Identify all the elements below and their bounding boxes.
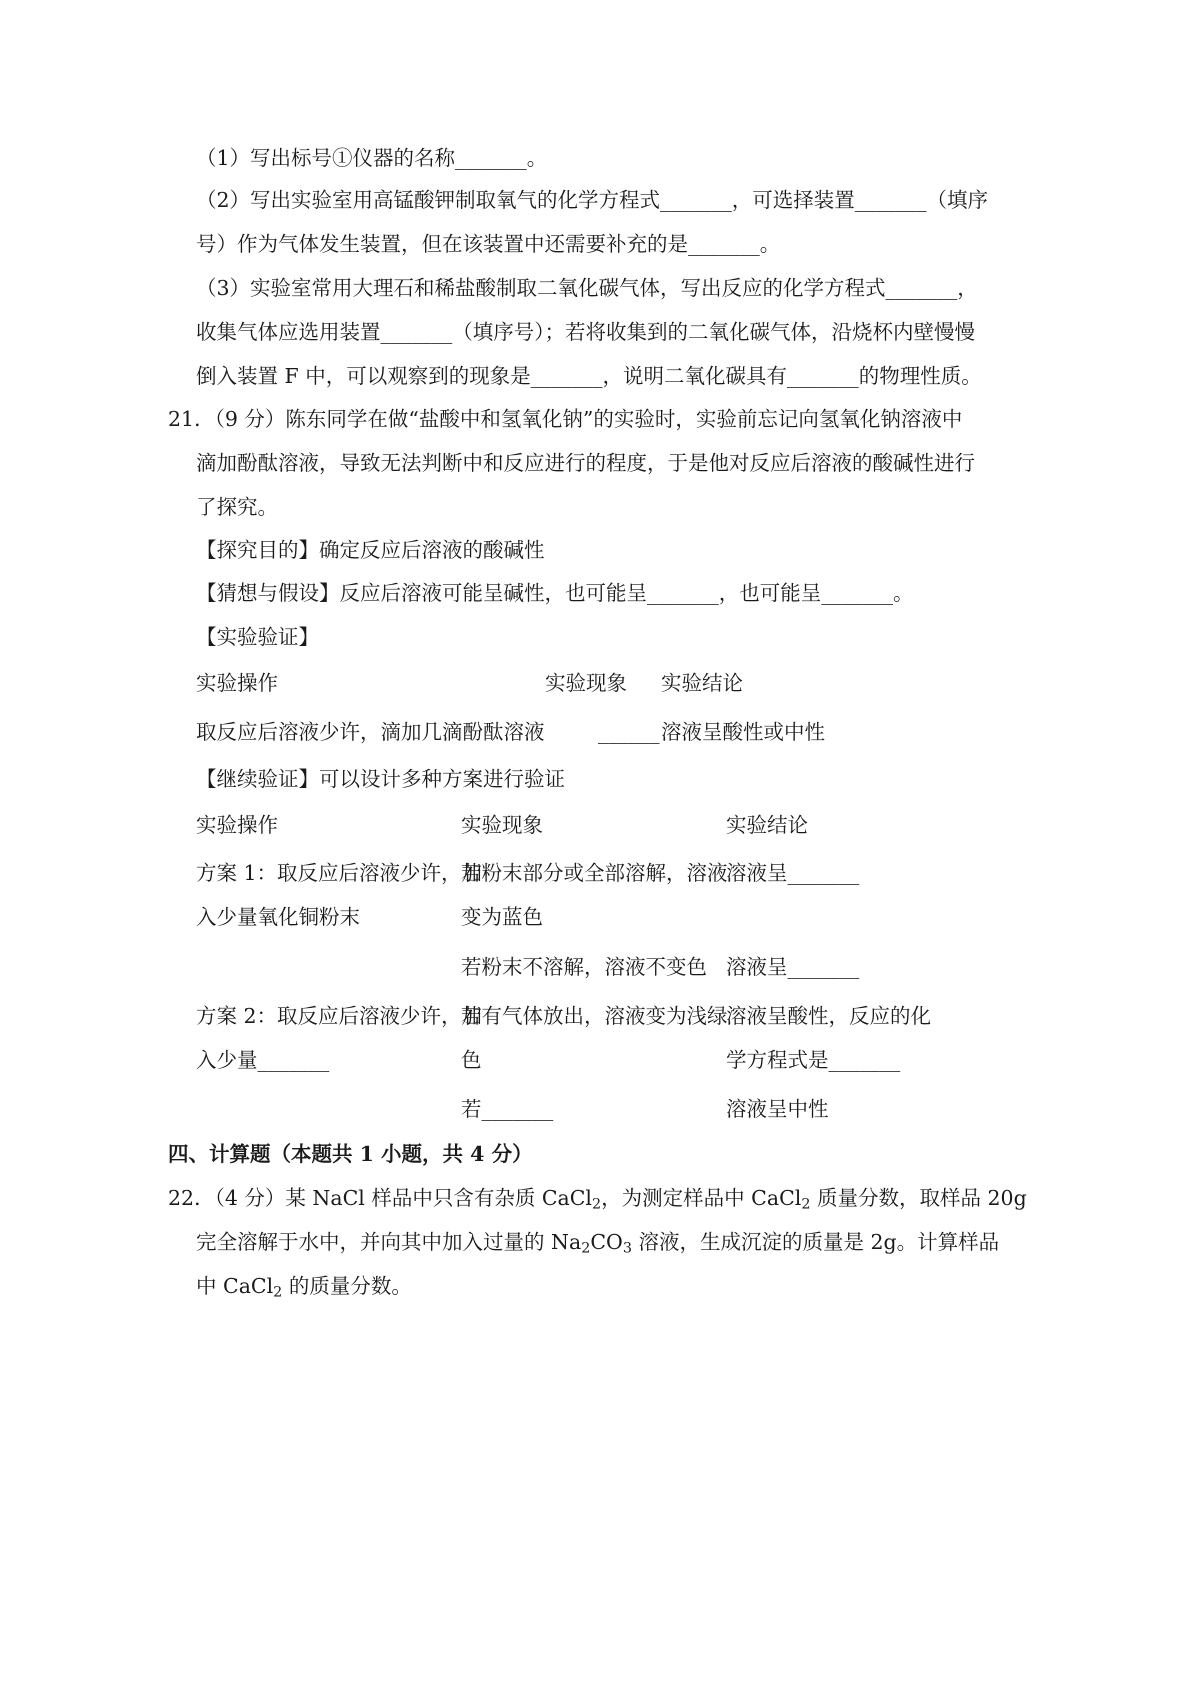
plan2-operation-line2: 入少量_______ [196,1048,330,1072]
q20-part2-line2: 号）作为气体发生装置，但在该装置中还需要补充的是_______。 [196,232,781,256]
q22-line2-a: 完全溶解于水中，并向其中加入过量的 Na [196,1230,582,1254]
plan1-conclusion1: 溶液呈_______ [726,861,860,885]
table2-header-phenomenon: 实验现象 [461,813,543,837]
q21-hypothesis: 【猜想与假设】反应后溶液可能呈碱性，也可能呈_______，也可能呈_______。 [196,581,914,605]
table1-conclusion: 溶液呈酸性或中性 [661,720,825,744]
q22-line2-c: 溶液，生成沉淀的质量是 2g。计算样品 [631,1230,1000,1254]
q22-line1-c: 质量分数，取样品 20g [810,1186,1027,1210]
q22-line3-b: 的质量分数。 [282,1274,412,1298]
q20-part3-line1: （3）实验室常用大理石和稀盐酸制取二氧化碳气体，写出反应的化学方程式_______， [196,276,978,300]
q22-line3-a: 中 CaCl [196,1274,274,1298]
table1-header-operation: 实验操作 [196,671,278,695]
plan2-conclusion1-line2: 学方程式是_______ [726,1048,901,1072]
plan2-phenomenon2: 若_______ [461,1097,554,1121]
table1-header-phenomenon: 实验现象 [545,671,627,695]
plan1-conclusion2: 溶液呈_______ [726,955,860,979]
plan2-phenomenon1-line2: 色 [461,1048,482,1072]
plan2-operation-line1: 方案 2：取反应后溶液少许，加 [196,1004,483,1028]
q22-line1 [168,1186,1027,1211]
q22-line1-b: ，为测定样品中 CaCl [601,1186,802,1210]
q21-line2: 滴加酚酞溶液，导致无法判断中和反应进行的程度，于是他对反应后溶液的酸碱性进行 [196,451,975,475]
q22-line1-a: 22．（4 分）某 NaCl 样品中只含有杂质 CaCl [168,1186,592,1210]
table2-header-conclusion: 实验结论 [726,813,808,837]
q20-part3-line2: 收集气体应选用装置_______（填序号）；若将收集到的二氧化碳气体，沿烧杯内壁慢慢 [196,320,975,344]
q22-line2-b: CO [590,1230,623,1254]
q22-line1-sub2: 2 [801,1196,811,1213]
q21-line1: 21．（9 分）陈东同学在做“盐酸中和氢氧化钠”的实验时，实验前忘记向氢氧化钠溶液中 [168,407,963,431]
q22-line2-sub2: 3 [622,1240,632,1257]
table1-phenomenon-blank: ______ [598,720,660,744]
plan2-phenomenon1-line1: 若有气体放出，溶液变为浅绿 [461,1004,728,1028]
plan1-phenomenon2: 若粉末不溶解，溶液不变色 [461,955,707,979]
q21-purpose: 【探究目的】确定反应后溶液的酸碱性 [196,538,545,562]
table1-header-conclusion: 实验结论 [661,671,743,695]
plan1-operation-line1: 方案 1：取反应后溶液少许，加 [196,861,483,885]
q20-part1: （1）写出标号①仪器的名称_______。 [196,146,548,170]
plan2-conclusion2: 溶液呈中性 [726,1097,829,1121]
plan1-operation-line2: 入少量氧化铜粉末 [196,905,360,929]
section4-title: 四、计算题（本题共 1 小题，共 4 分） [168,1142,533,1166]
q20-part3-line3: 倒入装置 F 中，可以观察到的现象是_______，说明二氧化碳具有_______的物理性质。 [196,364,982,388]
q22-line3 [196,1274,412,1299]
table1-operation: 取反应后溶液少许，滴加几滴酚酞溶液 [196,720,545,744]
q21-line3: 了探究。 [196,495,278,519]
plan1-phenomenon1-line1: 若粉末部分或全部溶解，溶液 [461,861,728,885]
q22-line2 [196,1230,999,1255]
q21-verify-title: 【实验验证】 [196,625,319,649]
q20-part2-line1: （2）写出实验室用高锰酸钾制取氧气的化学方程式_______，可选择装置_______（填序 [196,188,989,212]
table2-header-operation: 实验操作 [196,813,278,837]
plan1-phenomenon1-line2: 变为蓝色 [461,905,543,929]
plan2-conclusion1-line1: 溶液呈酸性，反应的化 [726,1004,931,1028]
q22-line2-sub1: 2 [581,1240,591,1257]
q22-line3-sub: 2 [273,1284,283,1301]
q22-line1-sub1: 2 [592,1196,602,1213]
q21-continue-title: 【继续验证】可以设计多种方案进行验证 [196,767,565,791]
